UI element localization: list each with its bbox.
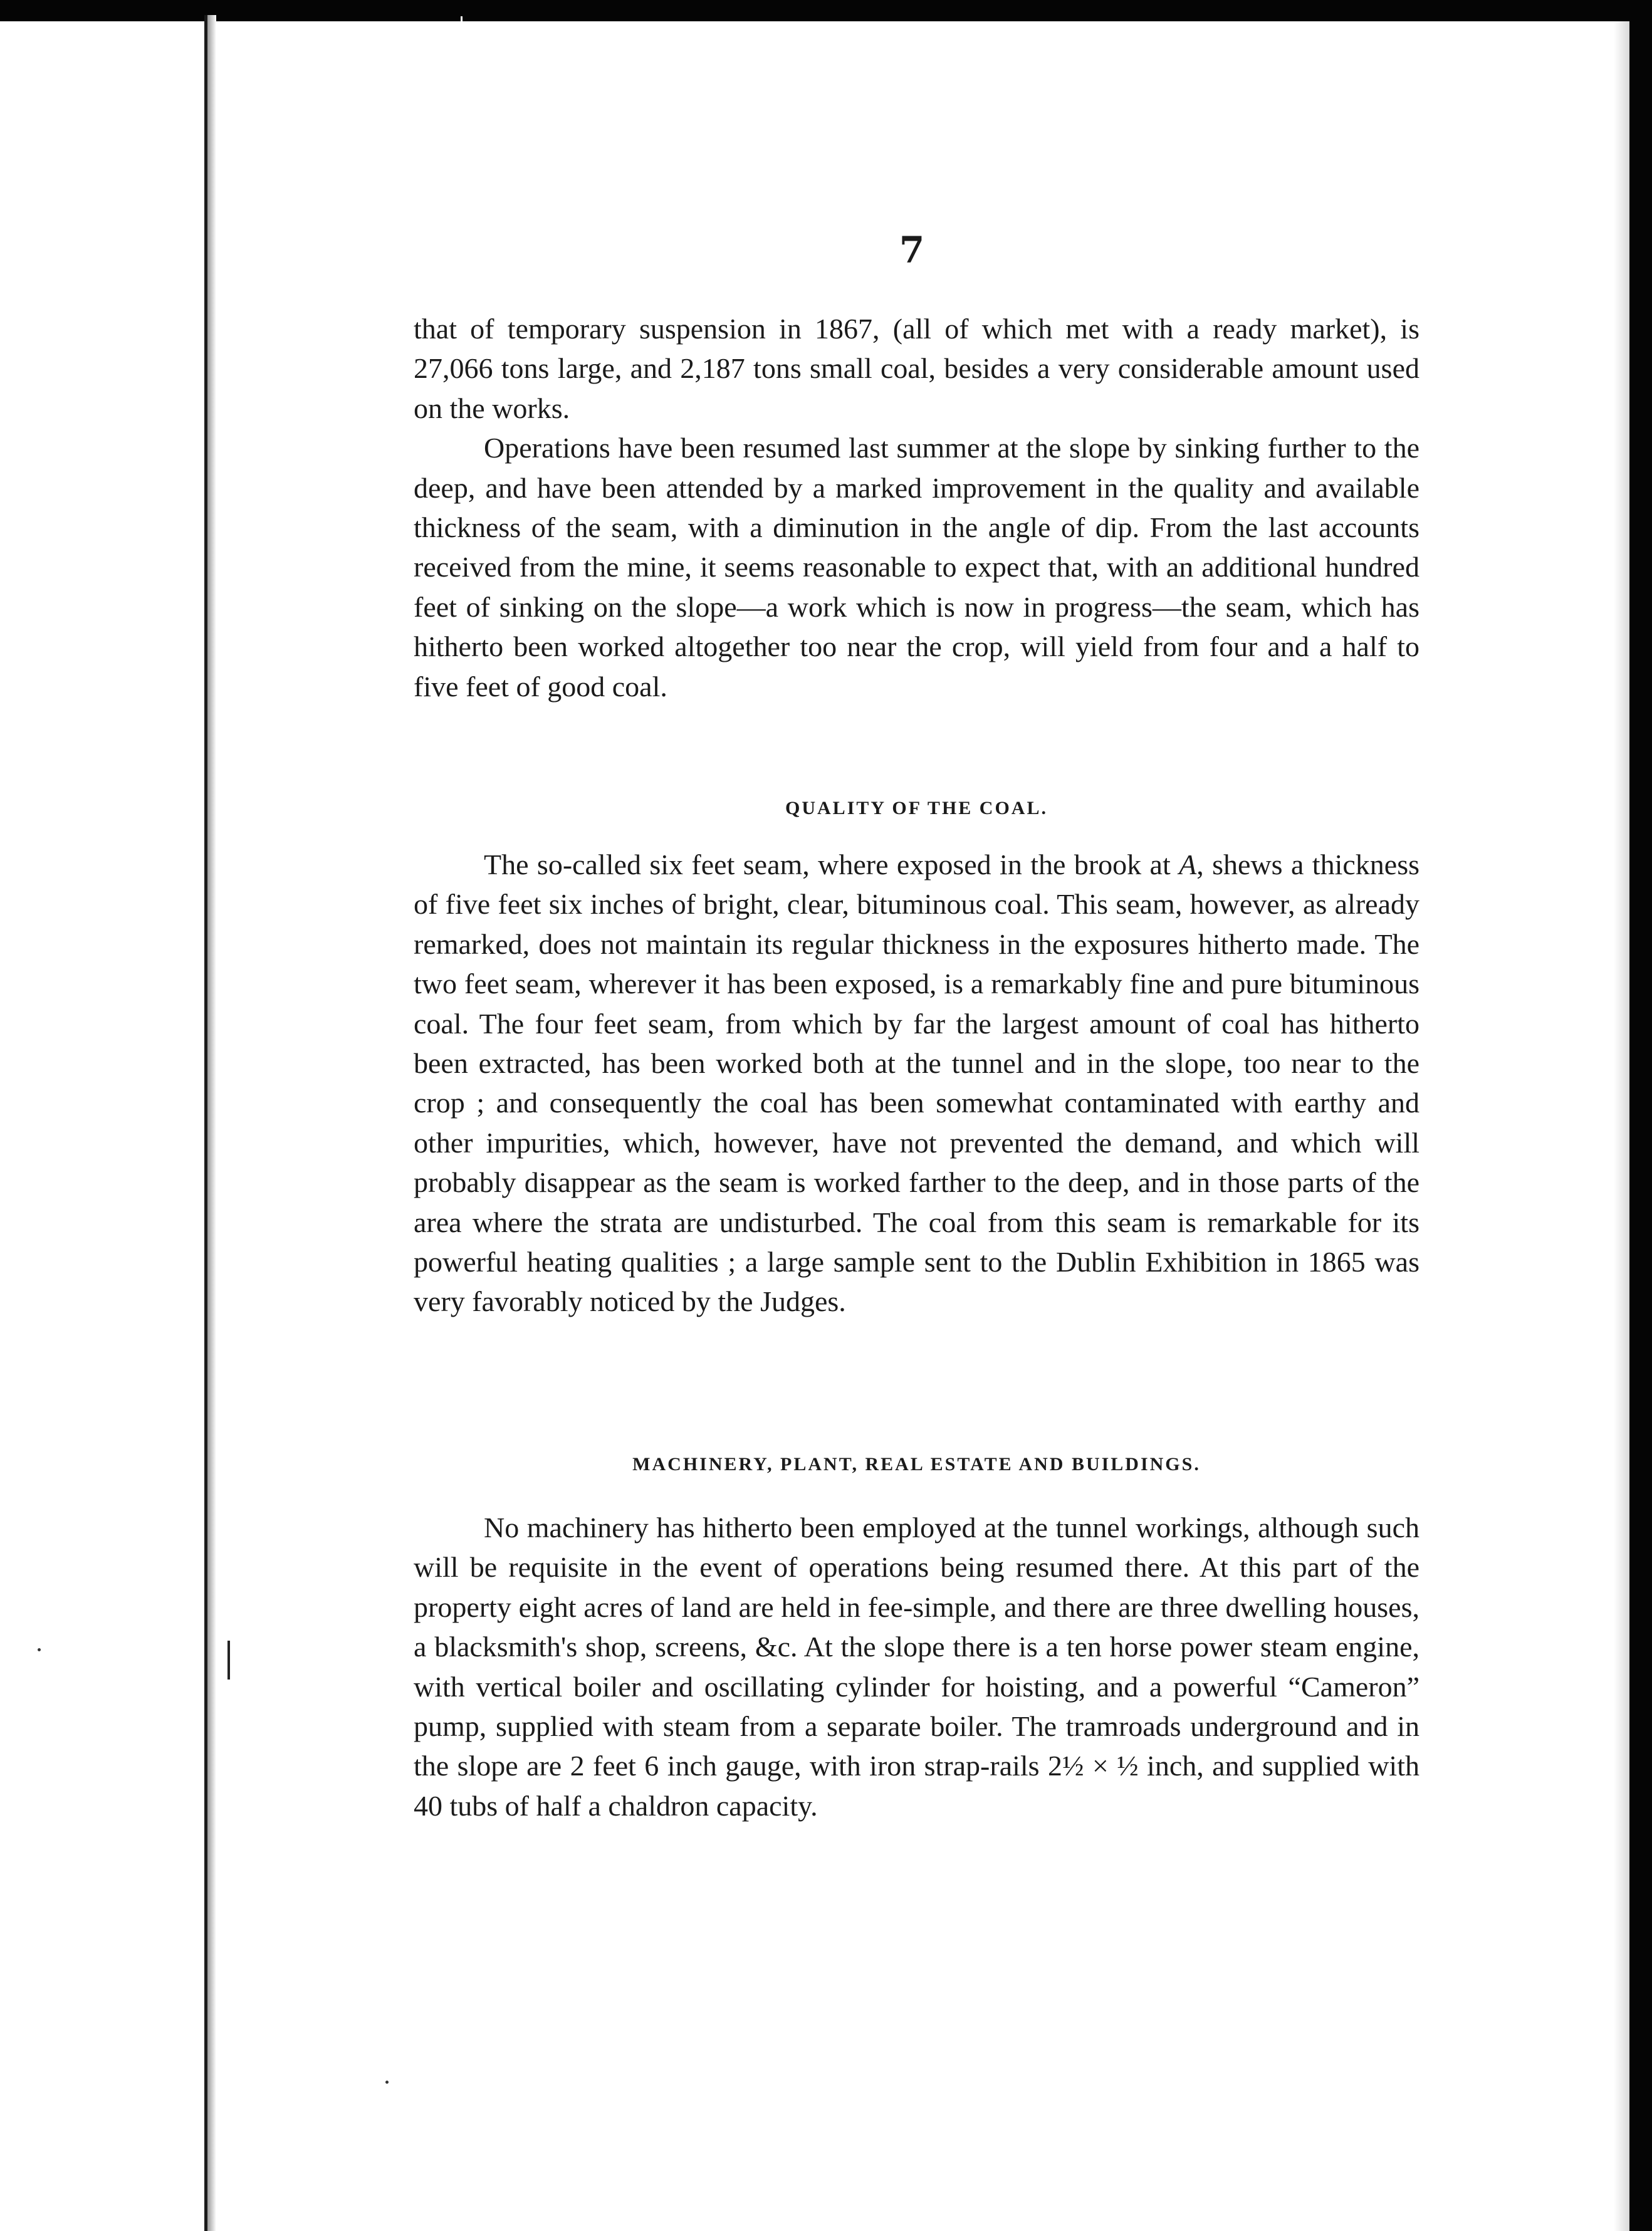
paragraph-continued: that of temporary suspension in 1867, (all of which met with a ready market), is 27,066 tons large, and 2,187 tons small coal, besides a very considerable amount used on the works.: [414, 313, 1419, 424]
page-edge-shadow: [1614, 21, 1629, 2231]
scan-border-top: [0, 0, 1652, 21]
paragraph-machinery: No machinery has hitherto been employed at the tunnel workings, although such will be requisite in the event of operations being resumed there. At this part of the property eight acres of land are held in fee-simple, and there are three dwelling houses, a blacksmith's shop, screens, &c. At the slope there is a ten horse power steam engine, with vertical boiler and oscillating cylinder for hoisting, and a powerful “Cameron” pump, supplied with steam from a separate boiler. The tramroads underground and in the slope are 2 feet 6 inch gauge, with iron strap-rails 2½ × ½ inch, and supplied with 40 tubs of half a chaldron capacity.: [414, 1512, 1419, 1822]
paragraph-quality: [414, 845, 1419, 1322]
scan-border-right: [1629, 0, 1652, 2231]
binding-gutter-shadow: [207, 15, 216, 2231]
scan-speck: [385, 2081, 389, 2084]
scan-speck: [38, 1648, 41, 1651]
text-block-quality: [414, 845, 1419, 1322]
page-number: 7: [899, 229, 925, 271]
paragraph-quality-text-a: The so-called six feet seam, where exposed in the brook at: [484, 849, 1179, 880]
brook-letter: A: [1179, 849, 1197, 880]
text-block-machinery: [414, 1508, 1419, 1826]
paragraph-operations: Operations have been resumed last summer at the slope by sinking further to the deep, and have been attended by a marked improvement in the quality and available thickness of the seam, with a diminution in the angle of dip. From the last accounts received from the mine, it seems reasonable to expect that, with an additional hundred feet of sinking on the slope—a work which is now in progress—the seam, which has hitherto been worked altogether too near the crop, will yield from four and a half to five feet of good coal.: [414, 432, 1419, 703]
paragraph-quality-text-b: , shews a thickness of five feet six inches of bright, clear, bituminous coal. This seam, however, as already remarked, does not maintain its regular thickness in the exposures hitherto made. The two feet seam, wherever it has been exposed, is a remarkably fine and pure bituminous coal. The four feet seam, from which by far the largest amount of coal has hitherto been extracted, has been worked both at the tunnel and in the slope, too near to the crop ; and consequently the coal has been somewhat contaminated with earthy and other impurities, which, however, have not prevented the demand, and which will probably disappear as the seam is worked farther to the deep, and in those parts of the area where the strata are undisturbed. The coal from this seam is remarkable for its powerful heating qualities ; a large sample sent to the Dublin Exhibition in 1865 was very favorably noticed by the Judges.: [414, 849, 1419, 1318]
scan-speck: [461, 16, 463, 28]
text-block-top: [414, 309, 1419, 706]
section-heading-quality: QUALITY OF THE COAL.: [785, 798, 1048, 818]
margin-mark: [227, 1641, 230, 1680]
section-heading-machinery: MACHINERY, PLANT, REAL ESTATE AND BUILDINGS.: [632, 1454, 1201, 1475]
